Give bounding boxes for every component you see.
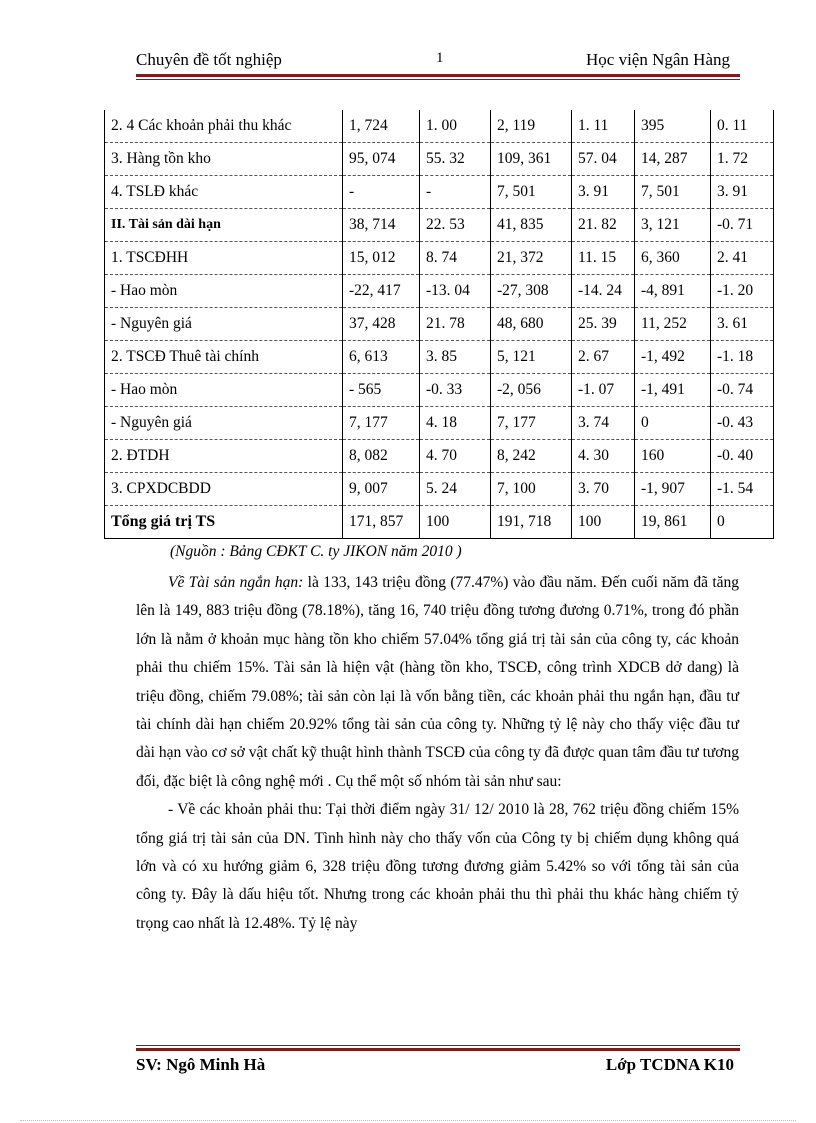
value-cell: 2, 119 [491,110,572,143]
paragraph-lead: Về Tài sản ngắn hạn: [168,574,304,591]
table-row [105,110,774,143]
value-cell: 22. 53 [420,209,491,242]
value-cell: - [420,176,491,209]
body-text [136,569,739,938]
value-cell: 37, 428 [343,308,420,341]
value-cell: 100 [572,506,635,539]
row-label-cell: 2. TSCĐ Thuê tài chính [105,341,343,374]
value-cell: 38, 714 [343,209,420,242]
value-cell: 8. 74 [420,242,491,275]
value-cell: -0. 74 [711,374,774,407]
value-cell: 3. 91 [572,176,635,209]
value-cell: 3. 61 [711,308,774,341]
value-cell: 7, 177 [343,407,420,440]
footer-class: Lớp TCDNA K10 [605,1055,734,1074]
value-cell: 7, 501 [491,176,572,209]
value-cell: -4, 891 [635,275,711,308]
row-label-cell: - Hao mòn [105,374,343,407]
value-cell: 3, 121 [635,209,711,242]
value-cell: 191, 718 [491,506,572,539]
table-row [105,506,774,539]
value-cell: 14, 287 [635,143,711,176]
page-footer [136,1055,740,1077]
value-cell: 21. 78 [420,308,491,341]
table-row [105,176,774,209]
value-cell: 1. 00 [420,110,491,143]
value-cell: -1, 491 [635,374,711,407]
value-cell: 8, 082 [343,440,420,473]
table-row [105,308,774,341]
value-cell: -1. 20 [711,275,774,308]
value-cell: 21. 82 [572,209,635,242]
footer-rule-thick [136,1048,740,1051]
value-cell: 15, 012 [343,242,420,275]
row-label-cell: - Nguyên giá [105,407,343,440]
value-cell: 171, 857 [343,506,420,539]
row-label-cell: 3. CPXDCBDD [105,473,343,506]
value-cell: 1. 11 [572,110,635,143]
row-label-cell: 4. TSLĐ khác [105,176,343,209]
value-cell: - [343,176,420,209]
value-cell: 0 [711,506,774,539]
paragraph-body: là 133, 143 triệu đồng (77.47%) vào đầu năm. Đến cuối năm đã tăng lên là 149, 883 triệu đồng (78.18%), tăng 16, 740 triệu đồng tương đương 0.71%, trong đó phần lớn là nằm ở khoản mục hàng tồn kho chiếm 57.04% tổng giá trị tài sản của công ty, các khoản phải thu chiếm 15%. Tài sản là hiện vật (hàng tồn kho, TSCĐ, công trình XDCB dở dang) là triệu đồng, chiếm 79.08%; tài sản còn lại là vốn bằng tiền, các khoản phải thu ngắn hạn, đầu tư tài chính dài hạn chiếm 20.92% tổng tài sản của công ty. Những tỷ lệ này cho thấy việc đầu tư dài hạn vào cơ sở vật chất kỹ thuật hình thành TSCĐ của công ty đã được quan tâm đầu tư tương đối, đặc biệt là công nghệ mới . Cụ thể một số nhóm tài sản như sau: [136,574,740,790]
page-header [136,50,736,72]
value-cell: 41, 835 [491,209,572,242]
table-row [105,407,774,440]
value-cell: 11. 15 [572,242,635,275]
value-cell: 3. 85 [420,341,491,374]
value-cell: 8, 242 [491,440,572,473]
value-cell: -1. 07 [572,374,635,407]
value-cell: 395 [635,110,711,143]
value-cell: 4. 18 [420,407,491,440]
value-cell: -0. 40 [711,440,774,473]
row-label-cell: Tổng giá trị TS [105,506,343,539]
value-cell: 2. 67 [572,341,635,374]
value-cell: -0. 71 [711,209,774,242]
value-cell: 4. 70 [420,440,491,473]
value-cell: 25. 39 [572,308,635,341]
row-label-cell: 1. TSCĐHH [105,242,343,275]
value-cell: 0. 11 [711,110,774,143]
footer-student: SV: Ngô Minh Hà [136,1055,266,1074]
table-row [105,341,774,374]
value-cell: 1, 724 [343,110,420,143]
value-cell: 7, 100 [491,473,572,506]
value-cell: 4. 30 [572,440,635,473]
value-cell: -2, 056 [491,374,572,407]
value-cell: 160 [635,440,711,473]
row-label-cell: 2. 4 Các khoản phải thu khác [105,110,343,143]
value-cell: -14. 24 [572,275,635,308]
value-cell: 5. 24 [420,473,491,506]
paragraph-receivables: - Về các khoản phải thu: Tại thời điểm ngày 31/ 12/ 2010 là 28, 762 triệu đồng chiếm 15% tổng giá trị tài sản của DN. Tình hình này cho thấy vốn của Công ty bị chiếm dụng không quá lớn và có xu hướng giảm 6, 328 triệu đồng tương đương giảm 5.42% so với tổng tài sản của công ty. Đây là dấu hiệu tốt. Nhưng trong các khoản phải thu thì phải thu khác hàng chiếm tỷ trọng cao nhất là 12.48%. Tỷ lệ này [136,801,739,932]
table-row [105,209,774,242]
value-cell: 1. 72 [711,143,774,176]
row-label-cell: 3. Hàng tồn kho [105,143,343,176]
value-cell: - 565 [343,374,420,407]
value-cell: 3. 74 [572,407,635,440]
value-cell: 0 [635,407,711,440]
table-row [105,143,774,176]
table-row [105,473,774,506]
row-label-cell: II. Tài sản dài hạn [105,209,343,242]
paragraph-short-term-assets [136,569,739,796]
header-title: Chuyên đề tốt nghiệp [136,50,282,69]
table-row [105,374,774,407]
header-rule-thick [136,74,740,77]
footer-rule-thin [136,1045,740,1046]
asset-structure-table [104,110,774,539]
table-row [105,242,774,275]
value-cell: 21, 372 [491,242,572,275]
value-cell: 55. 32 [420,143,491,176]
value-cell: 109, 361 [491,143,572,176]
value-cell: -1. 54 [711,473,774,506]
value-cell: -22, 417 [343,275,420,308]
value-cell: 100 [420,506,491,539]
value-cell: -0. 43 [711,407,774,440]
value-cell: 95, 074 [343,143,420,176]
page-edge [20,1120,796,1121]
value-cell: 3. 91 [711,176,774,209]
value-cell: 3. 70 [572,473,635,506]
value-cell: 2. 41 [711,242,774,275]
value-cell: 19, 861 [635,506,711,539]
value-cell: -27, 308 [491,275,572,308]
row-label-cell: - Hao mòn [105,275,343,308]
table-row [105,440,774,473]
value-cell: -1. 18 [711,341,774,374]
value-cell: -0. 33 [420,374,491,407]
row-label-cell: - Nguyên giá [105,308,343,341]
value-cell: 5, 121 [491,341,572,374]
source-note: (Nguồn : Bảng CĐKT C. ty JIKON năm 2010 ) [170,543,462,560]
header-rule-thin [136,79,740,80]
value-cell: 48, 680 [491,308,572,341]
value-cell: 6, 360 [635,242,711,275]
value-cell: 57. 04 [572,143,635,176]
row-label-cell: 2. ĐTDH [105,440,343,473]
header-institution: Học viện Ngân Hàng [586,50,730,69]
value-cell: 6, 613 [343,341,420,374]
value-cell: -1, 492 [635,341,711,374]
value-cell: 7, 177 [491,407,572,440]
value-cell: -13. 04 [420,275,491,308]
table-row [105,275,774,308]
page-number: 1 [436,50,444,66]
value-cell: -1, 907 [635,473,711,506]
value-cell: 9, 007 [343,473,420,506]
value-cell: 7, 501 [635,176,711,209]
value-cell: 11, 252 [635,308,711,341]
